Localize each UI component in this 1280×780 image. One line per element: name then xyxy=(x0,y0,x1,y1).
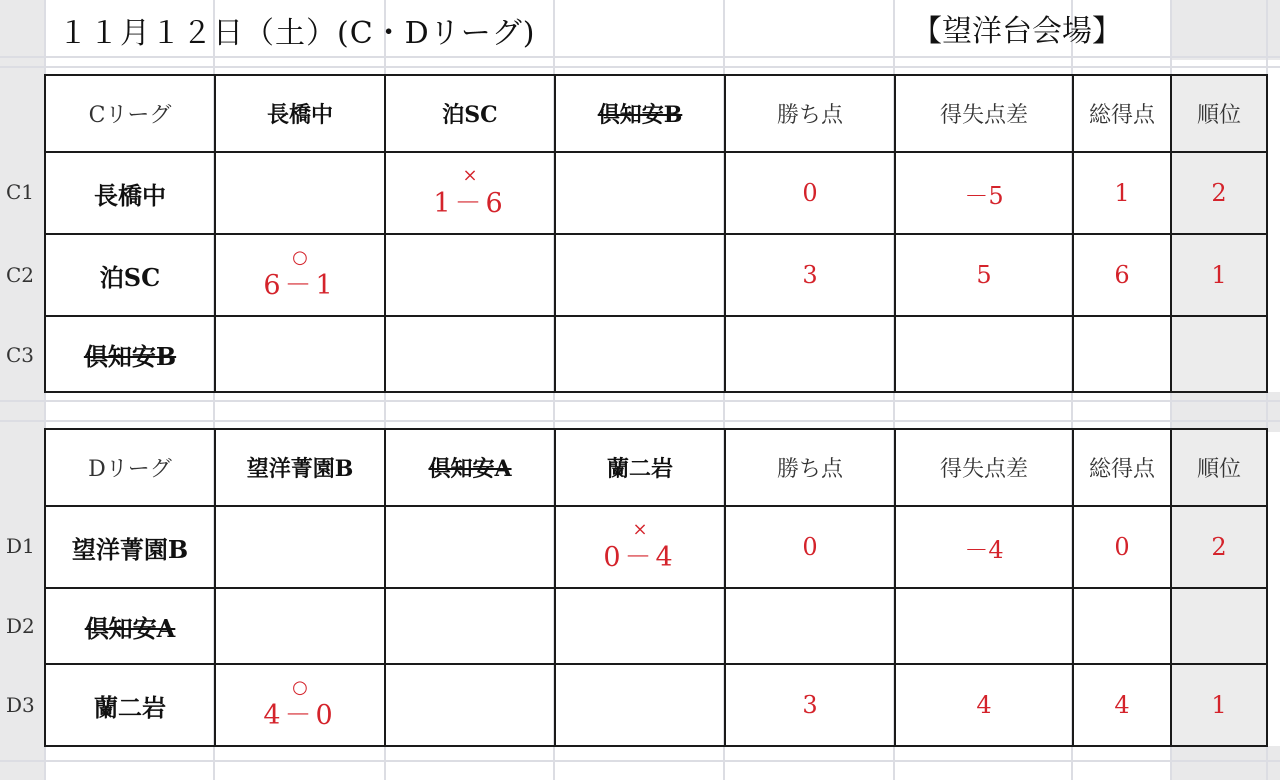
league-c-table xyxy=(44,74,1268,393)
team-name-withdrawn: 倶知安B xyxy=(45,316,215,392)
goal-diff-value: －5 xyxy=(895,152,1073,234)
venue-label: 【望洋台会場】 xyxy=(912,14,1122,49)
team-name: 望洋菁園B xyxy=(45,506,215,588)
league-name: Cリーグ xyxy=(45,75,215,152)
match-score: 0－4 xyxy=(603,542,677,573)
goal-diff-value xyxy=(895,316,1073,392)
column-points: 勝ち点 xyxy=(725,429,895,506)
rank-value: 1 xyxy=(1171,664,1267,746)
result-cell xyxy=(385,664,555,746)
column-points: 勝ち点 xyxy=(725,75,895,152)
result-cell xyxy=(385,152,555,234)
goals-value: 6 xyxy=(1073,234,1171,316)
row-label-c2: C2 xyxy=(6,263,35,287)
result-cell xyxy=(385,316,555,392)
goal-diff-value: 5 xyxy=(895,234,1073,316)
result-cell xyxy=(215,316,385,392)
result-cell xyxy=(215,152,385,234)
result-cell xyxy=(555,664,725,746)
row-header-strip xyxy=(0,0,44,780)
result-cell xyxy=(555,152,725,234)
shaded-cell xyxy=(1172,392,1280,432)
result-cell xyxy=(555,316,725,392)
column-goal-diff: 得失点差 xyxy=(895,75,1073,152)
league-d-table xyxy=(44,428,1268,747)
result-cell xyxy=(385,588,555,664)
result-cell xyxy=(555,506,725,588)
result-cell xyxy=(215,588,385,664)
team-name: 泊SC xyxy=(45,234,215,316)
column-team: 泊SC xyxy=(385,75,555,152)
goals-value: 0 xyxy=(1073,506,1171,588)
shaded-cell xyxy=(1172,0,1280,60)
row-label-c1: C1 xyxy=(6,180,35,204)
rank-value xyxy=(1171,316,1267,392)
loss-mark: × xyxy=(632,519,648,540)
rank-value: 1 xyxy=(1171,234,1267,316)
result-cell xyxy=(555,234,725,316)
table-row xyxy=(45,588,1267,664)
rank-value xyxy=(1171,588,1267,664)
result-cell xyxy=(215,506,385,588)
goal-diff-value xyxy=(895,588,1073,664)
result-cell xyxy=(385,506,555,588)
team-name-withdrawn: 倶知安A xyxy=(45,588,215,664)
goals-value xyxy=(1073,316,1171,392)
result-cell xyxy=(215,234,385,316)
column-goals: 総得点 xyxy=(1073,75,1171,152)
shaded-cell xyxy=(1172,746,1280,780)
column-rank: 順位 xyxy=(1171,429,1267,506)
table-row xyxy=(45,664,1267,746)
points-value: 3 xyxy=(725,234,895,316)
table-row xyxy=(45,316,1267,392)
points-value: 3 xyxy=(725,664,895,746)
team-name: 長橋中 xyxy=(45,152,215,234)
points-value: 0 xyxy=(725,152,895,234)
table-row xyxy=(45,152,1267,234)
win-mark: ○ xyxy=(292,677,308,698)
column-goal-diff: 得失点差 xyxy=(895,429,1073,506)
column-goals: 総得点 xyxy=(1073,429,1171,506)
match-score: 1－6 xyxy=(433,188,507,219)
column-team: 蘭二岩 xyxy=(555,429,725,506)
result-cell xyxy=(555,588,725,664)
goal-diff-value: 4 xyxy=(895,664,1073,746)
column-team-withdrawn: 倶知安A xyxy=(385,429,555,506)
row-label-d2: D2 xyxy=(6,614,35,638)
rank-value: 2 xyxy=(1171,152,1267,234)
win-mark: ○ xyxy=(292,247,308,268)
row-label-d1: D1 xyxy=(6,534,35,558)
table-row xyxy=(45,234,1267,316)
result-cell xyxy=(385,234,555,316)
table-row xyxy=(45,506,1267,588)
points-value: 0 xyxy=(725,506,895,588)
goals-value: 1 xyxy=(1073,152,1171,234)
league-name: Dリーグ xyxy=(45,429,215,506)
column-team: 望洋菁園B xyxy=(215,429,385,506)
column-team-withdrawn: 倶知安B xyxy=(555,75,725,152)
loss-mark: × xyxy=(462,165,478,186)
row-label-c3: C3 xyxy=(6,343,35,367)
column-rank: 順位 xyxy=(1171,75,1267,152)
team-name: 蘭二岩 xyxy=(45,664,215,746)
points-value xyxy=(725,588,895,664)
points-value xyxy=(725,316,895,392)
rank-value: 2 xyxy=(1171,506,1267,588)
goals-value xyxy=(1073,588,1171,664)
page-title: １１月１２日（土）(C・Dリーグ) xyxy=(58,16,536,51)
match-score: 4－0 xyxy=(263,700,337,731)
result-cell xyxy=(215,664,385,746)
match-score: 6－1 xyxy=(263,270,337,301)
row-label-d3: D3 xyxy=(6,693,35,717)
goal-diff-value: －4 xyxy=(895,506,1073,588)
column-team: 長橋中 xyxy=(215,75,385,152)
goals-value: 4 xyxy=(1073,664,1171,746)
